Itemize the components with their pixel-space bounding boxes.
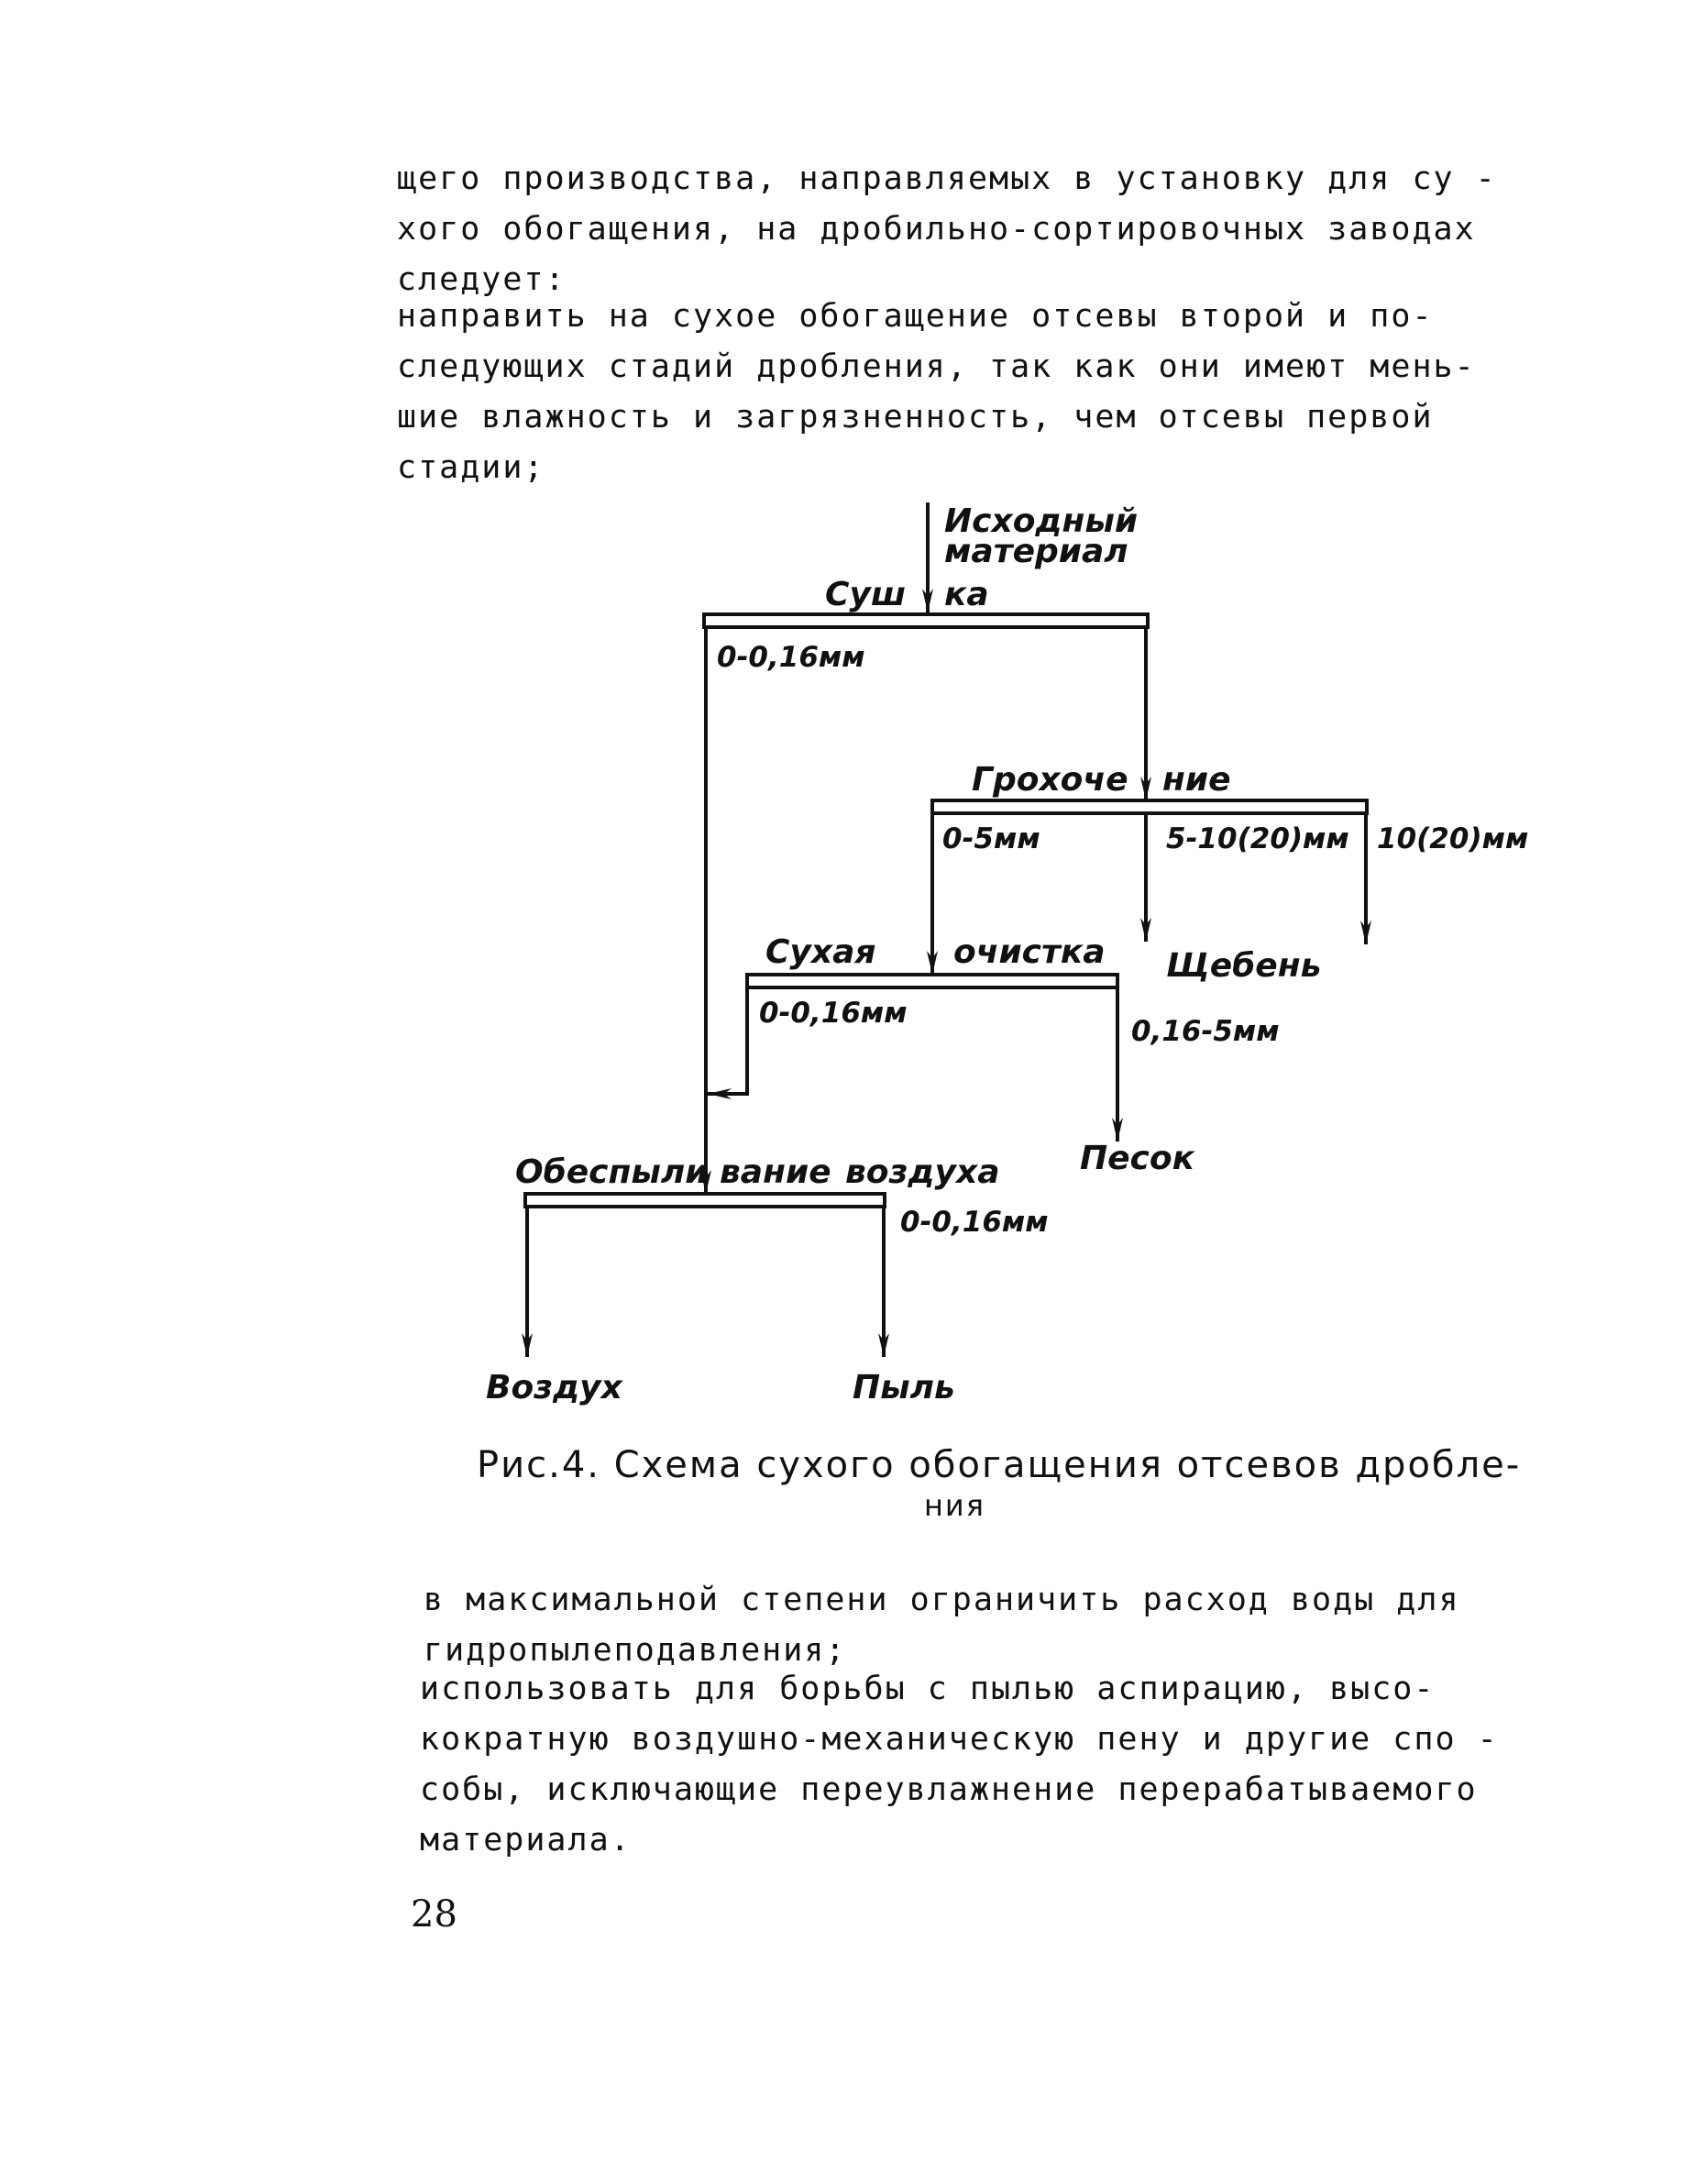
product-sand: Песок: [1080, 1140, 1195, 1177]
product-dust: Пыль: [853, 1369, 955, 1406]
screening-fraction-oversize: 10(20)мм: [1377, 822, 1529, 855]
cleaning-fines-label: 0-0,16мм: [759, 997, 908, 1030]
paragraph-intro-continuation: щего производства, направляемых в установку для су - хого обогащения, на дробильно-сортировочных заводах следует:: [397, 160, 1497, 298]
page-number: 28: [411, 1893, 457, 1936]
dedusting-bar: [525, 1194, 885, 1207]
product-air: Воздух: [486, 1369, 622, 1406]
screening-bar: [932, 800, 1367, 813]
paragraph-recommendation-3: использовать для борьбы с пылью аспирацию, высо- кократную воздушно-механическую пену и другие спо - собы, исключающие переувлажнение перерабатываемого материала.: [420, 1671, 1499, 1859]
figure-caption-tail: ния: [924, 1488, 985, 1523]
screening-label-right: ние: [1162, 761, 1231, 799]
dedusting-dust-fraction: 0-0,16мм: [900, 1206, 1049, 1239]
drying-label-right: ка: [944, 576, 989, 613]
drying-bar: [704, 614, 1148, 627]
dedusting-label-left: Обеспыли: [515, 1153, 709, 1191]
dedusting-label-right: воздуха: [845, 1153, 1000, 1191]
dedusting-label-mid: вание: [720, 1153, 831, 1191]
cleaning-coarse-label: 0,16-5мм: [1131, 1015, 1280, 1048]
paragraph-recommendation-2: в максимальной степени ограничить расход воды для гидропылеподавления;: [424, 1582, 1460, 1669]
screening-fraction-5-10: 5-10(20)мм: [1166, 822, 1349, 855]
product-crushed-stone: Щебень: [1166, 947, 1322, 985]
figure-caption: Рис.4. Схема сухого обогащения отсевов дробле-: [477, 1444, 1522, 1486]
drying-fines-label: 0-0,16мм: [717, 641, 865, 674]
cleaning-fines-return-line: [708, 987, 747, 1094]
paragraph-recommendation-1: направить на сухое обогащение отсевы второй и по- следующих стадий дробления, так как они имеют мень- шие влажность и загрязненность, чем отсевы первой стадии;: [397, 298, 1476, 486]
drying-label-left: Суш: [825, 576, 907, 613]
screening-fraction-0-5: 0-5мм: [942, 822, 1040, 855]
source-label-line1: Исходный: [944, 502, 1139, 540]
cleaning-label-right: очистка: [953, 933, 1106, 971]
cleaning-bar: [747, 975, 1117, 987]
source-label-line2: материал: [944, 533, 1128, 570]
screening-label-left: Грохоче: [972, 761, 1128, 799]
cleaning-label-left: Сухая: [765, 933, 876, 971]
